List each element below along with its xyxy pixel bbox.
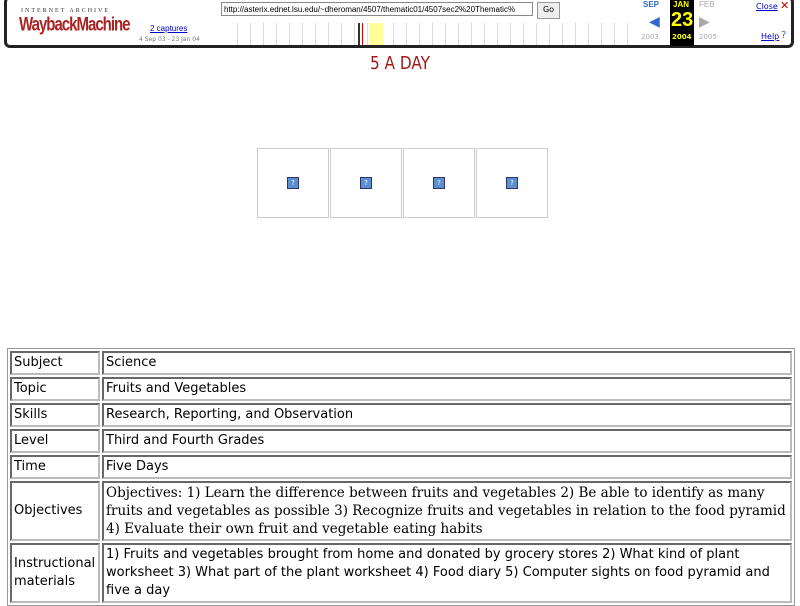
current-month: JAN xyxy=(673,0,690,9)
row-label: Skills xyxy=(10,403,100,427)
wayback-logo[interactable]: WaybackMachine xyxy=(19,13,130,36)
broken-image-icon: ? xyxy=(287,177,299,189)
close-link[interactable]: Close xyxy=(756,2,778,11)
row-label: Topic xyxy=(10,377,100,401)
row-label: Level xyxy=(10,429,100,453)
broken-image-icon: ? xyxy=(506,177,518,189)
row-value: Objectives: 1) Learn the difference between fruits and vegetables 2) Be able to identify as many fruits and vegetables as possible 3) Recognize fruits and vegetables in relation to the food pyramid 4) Evaluate their own fruit and vegetable eating habits xyxy=(102,481,792,541)
next-month: FEB xyxy=(699,0,715,9)
captures-link[interactable]: 2 captures xyxy=(150,24,188,33)
row-label: Subject xyxy=(10,351,100,375)
row-value: 1) Fruits and vegetables brought from home and donated by grocery stores 2) What kind of plant worksheet 3) What part of the plant worksheet 4) Food diary 5) Computer sights on food pyramid and five a day xyxy=(102,543,792,603)
next-year: 2005 xyxy=(699,33,717,41)
row-label: Instructional materials xyxy=(10,543,100,603)
image-cell xyxy=(330,148,402,218)
capture-mark[interactable] xyxy=(358,23,360,45)
current-year: 2004 xyxy=(672,33,692,41)
image-grid xyxy=(257,148,549,218)
image-cell xyxy=(257,148,329,218)
row-value: Third and Fourth Grades xyxy=(102,429,792,453)
close-icon[interactable]: ✕ xyxy=(780,0,790,12)
current-mark xyxy=(362,23,363,45)
row-value: Science xyxy=(102,351,792,375)
page-title: 5 A DAY xyxy=(369,53,431,74)
go-button[interactable]: Go xyxy=(537,2,560,19)
help-icon[interactable]: ? xyxy=(781,30,787,41)
broken-image-icon: ? xyxy=(433,177,445,189)
image-cell xyxy=(476,148,548,218)
table-row xyxy=(10,543,792,603)
capture-range: 4 Sep 03 - 23 Jan 04 xyxy=(139,36,200,43)
next-arrow-icon: ▶ xyxy=(699,14,710,30)
image-cell xyxy=(403,148,475,218)
table-row xyxy=(10,377,792,401)
row-value: Five Days xyxy=(102,455,792,479)
logo-caption: INTERNET ARCHIVE xyxy=(21,8,111,14)
row-value: Research, Reporting, and Observation xyxy=(102,403,792,427)
url-input[interactable]: http://asterix.ednet.lsu.edu/~dheroman/4507/thematic01/4507sec2%20Thematic% xyxy=(221,2,533,16)
prev-year: 2003 xyxy=(641,33,659,41)
prev-arrow-icon[interactable]: ◀ xyxy=(649,14,660,30)
timeline-highlight xyxy=(369,23,383,45)
timeline[interactable] xyxy=(225,23,635,45)
prev-month[interactable]: SEP xyxy=(643,0,660,9)
table-row xyxy=(10,429,792,453)
wayback-toolbar xyxy=(4,0,794,48)
row-label: Objectives xyxy=(10,481,100,541)
row-value: Fruits and Vegetables xyxy=(102,377,792,401)
table-row xyxy=(10,403,792,427)
help-link[interactable]: Help xyxy=(761,32,780,41)
lesson-table xyxy=(7,348,795,606)
row-label: Time xyxy=(10,455,100,479)
table-row xyxy=(10,351,792,375)
current-day: 23 xyxy=(671,9,694,31)
table-row xyxy=(10,455,792,479)
broken-image-icon: ? xyxy=(360,177,372,189)
table-row xyxy=(10,481,792,541)
